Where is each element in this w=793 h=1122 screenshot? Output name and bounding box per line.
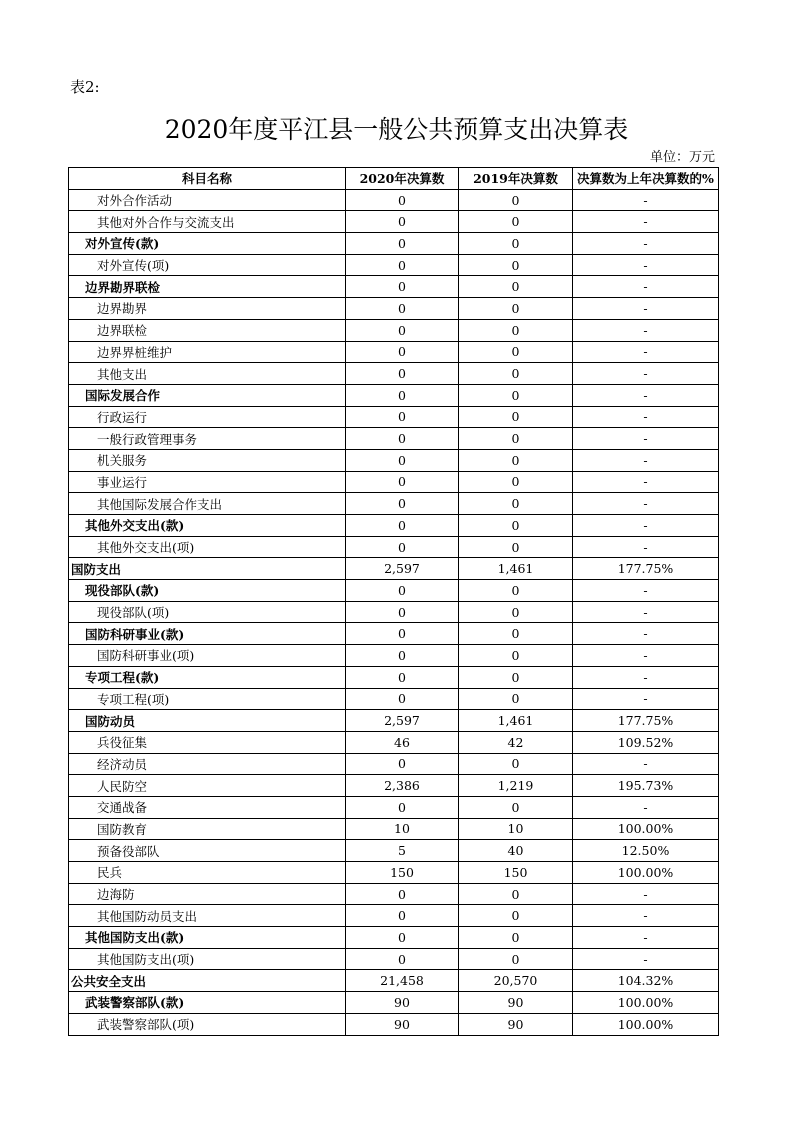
item-name: 边界勘界 (69, 298, 346, 320)
value-2019: 0 (459, 363, 573, 385)
item-name: 边界界桩维护 (69, 341, 346, 363)
table-row (69, 428, 719, 450)
value-2019: 0 (459, 905, 573, 927)
percent: - (573, 927, 719, 949)
item-name: 国防动员 (69, 710, 346, 732)
percent: - (573, 298, 719, 320)
value-2020: 0 (346, 515, 459, 537)
percent: - (573, 319, 719, 341)
table-row (69, 992, 719, 1014)
value-2020: 0 (346, 449, 459, 471)
percent: - (573, 471, 719, 493)
table-row (69, 189, 719, 211)
table-row (69, 883, 719, 905)
table-row (69, 515, 719, 537)
item-name: 人民防空 (69, 775, 346, 797)
value-2020: 0 (346, 211, 459, 233)
item-name: 国际发展合作 (69, 384, 346, 406)
item-name: 其他国际发展合作支出 (69, 493, 346, 515)
value-2019: 0 (459, 493, 573, 515)
value-2019: 0 (459, 471, 573, 493)
table-row (69, 493, 719, 515)
value-2020: 0 (346, 298, 459, 320)
value-2019: 0 (459, 406, 573, 428)
table-row (69, 688, 719, 710)
item-name: 其他国防动员支出 (69, 905, 346, 927)
table-row (69, 406, 719, 428)
item-name: 机关服务 (69, 449, 346, 471)
value-2020: 0 (346, 927, 459, 949)
percent: - (573, 666, 719, 688)
table-row (69, 818, 719, 840)
item-name: 公共安全支出 (69, 970, 346, 992)
value-2020: 5 (346, 840, 459, 862)
value-2019: 1,461 (459, 710, 573, 732)
table-row (69, 276, 719, 298)
value-2020: 0 (346, 471, 459, 493)
item-name: 现役部队(项) (69, 601, 346, 623)
table-row (69, 363, 719, 385)
percent: - (573, 406, 719, 428)
value-2019: 0 (459, 233, 573, 255)
percent: - (573, 905, 719, 927)
percent: 100.00% (573, 1013, 719, 1035)
percent: - (573, 233, 719, 255)
table-row (69, 623, 719, 645)
table-row (69, 645, 719, 667)
percent: - (573, 948, 719, 970)
table-row (69, 927, 719, 949)
percent: - (573, 580, 719, 602)
value-2019: 0 (459, 753, 573, 775)
percent: - (573, 211, 719, 233)
value-2019: 0 (459, 341, 573, 363)
percent: - (573, 645, 719, 667)
table-row (69, 384, 719, 406)
table-row (69, 341, 719, 363)
value-2020: 90 (346, 992, 459, 1014)
header-item-name: 科目名称 (69, 168, 346, 190)
table-row (69, 753, 719, 775)
value-2019: 0 (459, 515, 573, 537)
value-2019: 0 (459, 948, 573, 970)
item-name: 对外宣传(款) (69, 233, 346, 255)
value-2019: 0 (459, 927, 573, 949)
value-2019: 10 (459, 818, 573, 840)
unit-label: 单位：万元 (649, 150, 715, 165)
percent: 100.00% (573, 862, 719, 884)
table-row (69, 948, 719, 970)
value-2019: 0 (459, 536, 573, 558)
table-row (69, 840, 719, 862)
value-2020: 0 (346, 233, 459, 255)
value-2020: 90 (346, 1013, 459, 1035)
percent: - (573, 601, 719, 623)
header-2020: 2020年决算数 (346, 168, 459, 190)
value-2019: 0 (459, 666, 573, 688)
table-row (69, 775, 719, 797)
item-name: 其他外交支出(款) (69, 515, 346, 537)
item-name: 现役部队(款) (69, 580, 346, 602)
item-name: 事业运行 (69, 471, 346, 493)
item-name: 交通战备 (69, 796, 346, 818)
percent: - (573, 883, 719, 905)
item-name: 边海防 (69, 883, 346, 905)
table-row (69, 580, 719, 602)
value-2019: 0 (459, 883, 573, 905)
item-name: 国防科研事业(项) (69, 645, 346, 667)
header-2019: 2019年决算数 (459, 168, 573, 190)
value-2020: 0 (346, 189, 459, 211)
item-name: 其他支出 (69, 363, 346, 385)
percent: - (573, 276, 719, 298)
percent: 100.00% (573, 818, 719, 840)
value-2020: 150 (346, 862, 459, 884)
value-2019: 90 (459, 992, 573, 1014)
percent: - (573, 254, 719, 276)
item-name: 国防教育 (69, 818, 346, 840)
table-row (69, 471, 719, 493)
percent: - (573, 515, 719, 537)
value-2020: 0 (346, 319, 459, 341)
value-2019: 0 (459, 645, 573, 667)
value-2020: 0 (346, 580, 459, 602)
table-row (69, 666, 719, 688)
value-2019: 0 (459, 276, 573, 298)
percent: - (573, 623, 719, 645)
value-2020: 0 (346, 384, 459, 406)
value-2020: 0 (346, 493, 459, 515)
percent: 177.75% (573, 710, 719, 732)
table-row (69, 298, 719, 320)
percent: - (573, 189, 719, 211)
value-2019: 0 (459, 384, 573, 406)
value-2020: 0 (346, 796, 459, 818)
item-name: 国防科研事业(款) (69, 623, 346, 645)
item-name: 武装警察部队(款) (69, 992, 346, 1014)
header-percent: 决算数为上年决算数的% (573, 168, 719, 190)
value-2020: 0 (346, 254, 459, 276)
percent: - (573, 688, 719, 710)
value-2019: 0 (459, 254, 573, 276)
page-title: 2020年度平江县一般公共预算支出决算表 (164, 115, 629, 144)
item-name: 兵役征集 (69, 731, 346, 753)
value-2020: 0 (346, 601, 459, 623)
table-row (69, 731, 719, 753)
table-row (69, 905, 719, 927)
value-2020: 0 (346, 363, 459, 385)
percent: - (573, 493, 719, 515)
value-2020: 0 (346, 753, 459, 775)
item-name: 武装警察部队(项) (69, 1013, 346, 1035)
percent: 104.32% (573, 970, 719, 992)
percent: - (573, 363, 719, 385)
value-2019: 0 (459, 189, 573, 211)
item-name: 其他外交支出(项) (69, 536, 346, 558)
table-row (69, 970, 719, 992)
item-name: 预备役部队 (69, 840, 346, 862)
table-row (69, 1013, 719, 1035)
value-2020: 10 (346, 818, 459, 840)
value-2019: 0 (459, 428, 573, 450)
percent: - (573, 753, 719, 775)
value-2020: 0 (346, 536, 459, 558)
item-name: 国防支出 (69, 558, 346, 580)
value-2019: 42 (459, 731, 573, 753)
value-2019: 0 (459, 211, 573, 233)
item-name: 其他国防支出(项) (69, 948, 346, 970)
percent: - (573, 536, 719, 558)
item-name: 边界联检 (69, 319, 346, 341)
value-2019: 0 (459, 580, 573, 602)
percent: 12.50% (573, 840, 719, 862)
table-label: 表2: (70, 78, 100, 96)
value-2019: 0 (459, 449, 573, 471)
value-2019: 1,461 (459, 558, 573, 580)
item-name: 其他国防支出(款) (69, 927, 346, 949)
item-name: 对外合作活动 (69, 189, 346, 211)
value-2019: 40 (459, 840, 573, 862)
value-2019: 0 (459, 796, 573, 818)
value-2019: 0 (459, 298, 573, 320)
table-row (69, 449, 719, 471)
item-name: 经济动员 (69, 753, 346, 775)
item-name: 专项工程(款) (69, 666, 346, 688)
percent: - (573, 449, 719, 471)
value-2020: 2,597 (346, 710, 459, 732)
table-row (69, 862, 719, 884)
value-2020: 0 (346, 406, 459, 428)
value-2020: 0 (346, 666, 459, 688)
item-name: 边界勘界联检 (69, 276, 346, 298)
value-2020: 0 (346, 883, 459, 905)
percent: - (573, 341, 719, 363)
value-2019: 0 (459, 601, 573, 623)
item-name: 民兵 (69, 862, 346, 884)
value-2020: 0 (346, 905, 459, 927)
table-row (69, 536, 719, 558)
value-2019: 20,570 (459, 970, 573, 992)
item-name: 专项工程(项) (69, 688, 346, 710)
value-2020: 0 (346, 623, 459, 645)
percent: - (573, 796, 719, 818)
item-name: 对外宣传(项) (69, 254, 346, 276)
percent: 195.73% (573, 775, 719, 797)
value-2020: 2,386 (346, 775, 459, 797)
value-2020: 0 (346, 276, 459, 298)
value-2019: 90 (459, 1013, 573, 1035)
value-2020: 2,597 (346, 558, 459, 580)
table-row (69, 601, 719, 623)
budget-table (68, 167, 719, 1036)
percent: 109.52% (573, 731, 719, 753)
table-body (69, 189, 719, 1035)
percent: 100.00% (573, 992, 719, 1014)
value-2020: 46 (346, 731, 459, 753)
value-2019: 0 (459, 319, 573, 341)
value-2019: 0 (459, 623, 573, 645)
percent: - (573, 384, 719, 406)
table-row (69, 319, 719, 341)
value-2019: 1,219 (459, 775, 573, 797)
value-2020: 0 (346, 428, 459, 450)
value-2020: 0 (346, 688, 459, 710)
table-row (69, 558, 719, 580)
table-row (69, 211, 719, 233)
table-row (69, 233, 719, 255)
percent: - (573, 428, 719, 450)
table-row (69, 796, 719, 818)
table-header-row (69, 168, 719, 190)
value-2019: 150 (459, 862, 573, 884)
item-name: 其他对外合作与交流支出 (69, 211, 346, 233)
table-row (69, 710, 719, 732)
percent: 177.75% (573, 558, 719, 580)
value-2019: 0 (459, 688, 573, 710)
table-row (69, 254, 719, 276)
item-name: 一般行政管理事务 (69, 428, 346, 450)
value-2020: 0 (346, 645, 459, 667)
value-2020: 21,458 (346, 970, 459, 992)
value-2020: 0 (346, 341, 459, 363)
item-name: 行政运行 (69, 406, 346, 428)
value-2020: 0 (346, 948, 459, 970)
